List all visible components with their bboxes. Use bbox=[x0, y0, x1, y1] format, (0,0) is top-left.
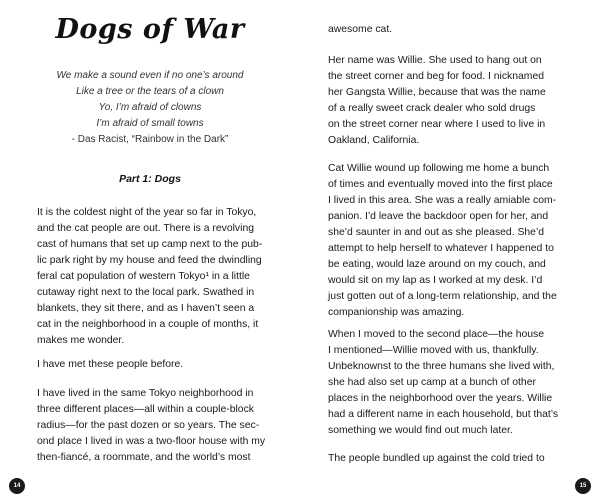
section-heading: Part 1: Dogs bbox=[119, 173, 181, 185]
text-line: of times and eventually moved into the first place bbox=[328, 179, 553, 190]
epigraph-line: Yo, I’m afraid of clowns bbox=[98, 102, 202, 113]
epigraph-line: Like a tree or the tears of a clown bbox=[76, 86, 224, 97]
paragraph bbox=[328, 327, 558, 439]
text-line: and the cat people are out. There is a revolving bbox=[37, 223, 254, 234]
text-line: cast of humans that set up camp next to the pub- bbox=[37, 239, 263, 250]
text-line: cat in the neighborhood in a couple of months, it bbox=[37, 319, 259, 330]
paragraph bbox=[37, 386, 265, 466]
text-line: on the street corner near where I used to live in bbox=[328, 119, 546, 130]
epigraph bbox=[20, 68, 280, 148]
text-line: The people bundled up against the cold tried to bbox=[328, 453, 545, 464]
paragraph bbox=[328, 161, 557, 321]
text-line: panion. I’d leave the backdoor open for her, and bbox=[328, 211, 549, 222]
text-line: Cat Willie wound up following me home a bunch bbox=[328, 163, 550, 174]
paragraph bbox=[37, 357, 183, 373]
text-line: radius—for the past dozen or so years. The sec- bbox=[37, 420, 260, 431]
text-line: companionship was amazing. bbox=[328, 307, 465, 318]
paragraph bbox=[328, 22, 392, 38]
text-line: Oakland, California. bbox=[328, 135, 420, 146]
text-line: lic park right by my house and feed the dwindling bbox=[37, 255, 262, 266]
text-line: I have met these people before. bbox=[37, 359, 184, 370]
epigraph-attribution: - Das Racist, “Rainbow in the Dark” bbox=[71, 134, 229, 145]
text-line: When I moved to the second place—the house bbox=[328, 329, 545, 340]
text-line: Her name was Willie. She used to hang out on bbox=[328, 55, 542, 66]
text-line: awesome cat. bbox=[328, 24, 393, 35]
text-line: something we would find out much later. bbox=[328, 425, 513, 436]
text-line: Unbeknownst to the three humans she lived with, bbox=[328, 361, 555, 372]
text-line: ond place I lived in was a two-floor house with my bbox=[37, 436, 266, 447]
right-page bbox=[300, 0, 600, 500]
paragraph bbox=[328, 451, 545, 467]
text-line: her Gangsta Willie, because that was the name bbox=[328, 87, 546, 98]
text-line: attempt to help herself to whatever I happened to bbox=[328, 243, 554, 254]
text-line: she’d saunter in and out as she pleased. She’d bbox=[328, 227, 545, 238]
text-line: cutaway right next to the local park. Swathed in bbox=[37, 287, 255, 298]
text-line: just gotten out of a long-term relationship, and the bbox=[328, 291, 557, 302]
text-line: I mentioned—Willie moved with us, thankfully. bbox=[328, 345, 539, 356]
text-line: blankets, they sit there, and as I haven’t seen a bbox=[37, 303, 255, 314]
paragraph bbox=[37, 205, 262, 349]
text-line: makes me wonder. bbox=[37, 335, 125, 346]
epigraph-line: I’m afraid of small towns bbox=[96, 118, 204, 129]
text-line: she had also set up camp at a bunch of other bbox=[328, 377, 536, 388]
text-line: I lived in this area. She was a really amiable com- bbox=[328, 195, 557, 206]
text-line: then-fiancé, a roommate, and the world’s most bbox=[37, 452, 251, 463]
chapter-title: Dogs of War bbox=[55, 14, 245, 45]
text-line: be eating, would laze around on my couch, and bbox=[328, 259, 546, 270]
paragraph bbox=[328, 53, 546, 149]
text-line: the street corner and beg for food. I nicknamed bbox=[328, 71, 545, 82]
text-line: I have lived in the same Tokyo neighborhood in bbox=[37, 388, 254, 399]
text-line: feral cat population of western Tokyo¹ in a little bbox=[37, 271, 250, 282]
text-line: had a different name in each household, but that’s bbox=[328, 409, 559, 420]
page-number-badge: 15 bbox=[575, 478, 591, 494]
text-line: would sit on my lap as I worked at my desk. I’d bbox=[328, 275, 543, 286]
text-line: three different places—all within a couple-block bbox=[37, 404, 254, 415]
text-line: places in the neighborhood over the years. Willie bbox=[328, 393, 553, 404]
epigraph-line: We make a sound even if no one’s around bbox=[56, 70, 244, 81]
text-line: of a really sweet crack dealer who sold drugs bbox=[328, 103, 536, 114]
text-line: It is the coldest night of the year so far in Tokyo, bbox=[37, 207, 257, 218]
page-number-badge: 14 bbox=[9, 478, 25, 494]
